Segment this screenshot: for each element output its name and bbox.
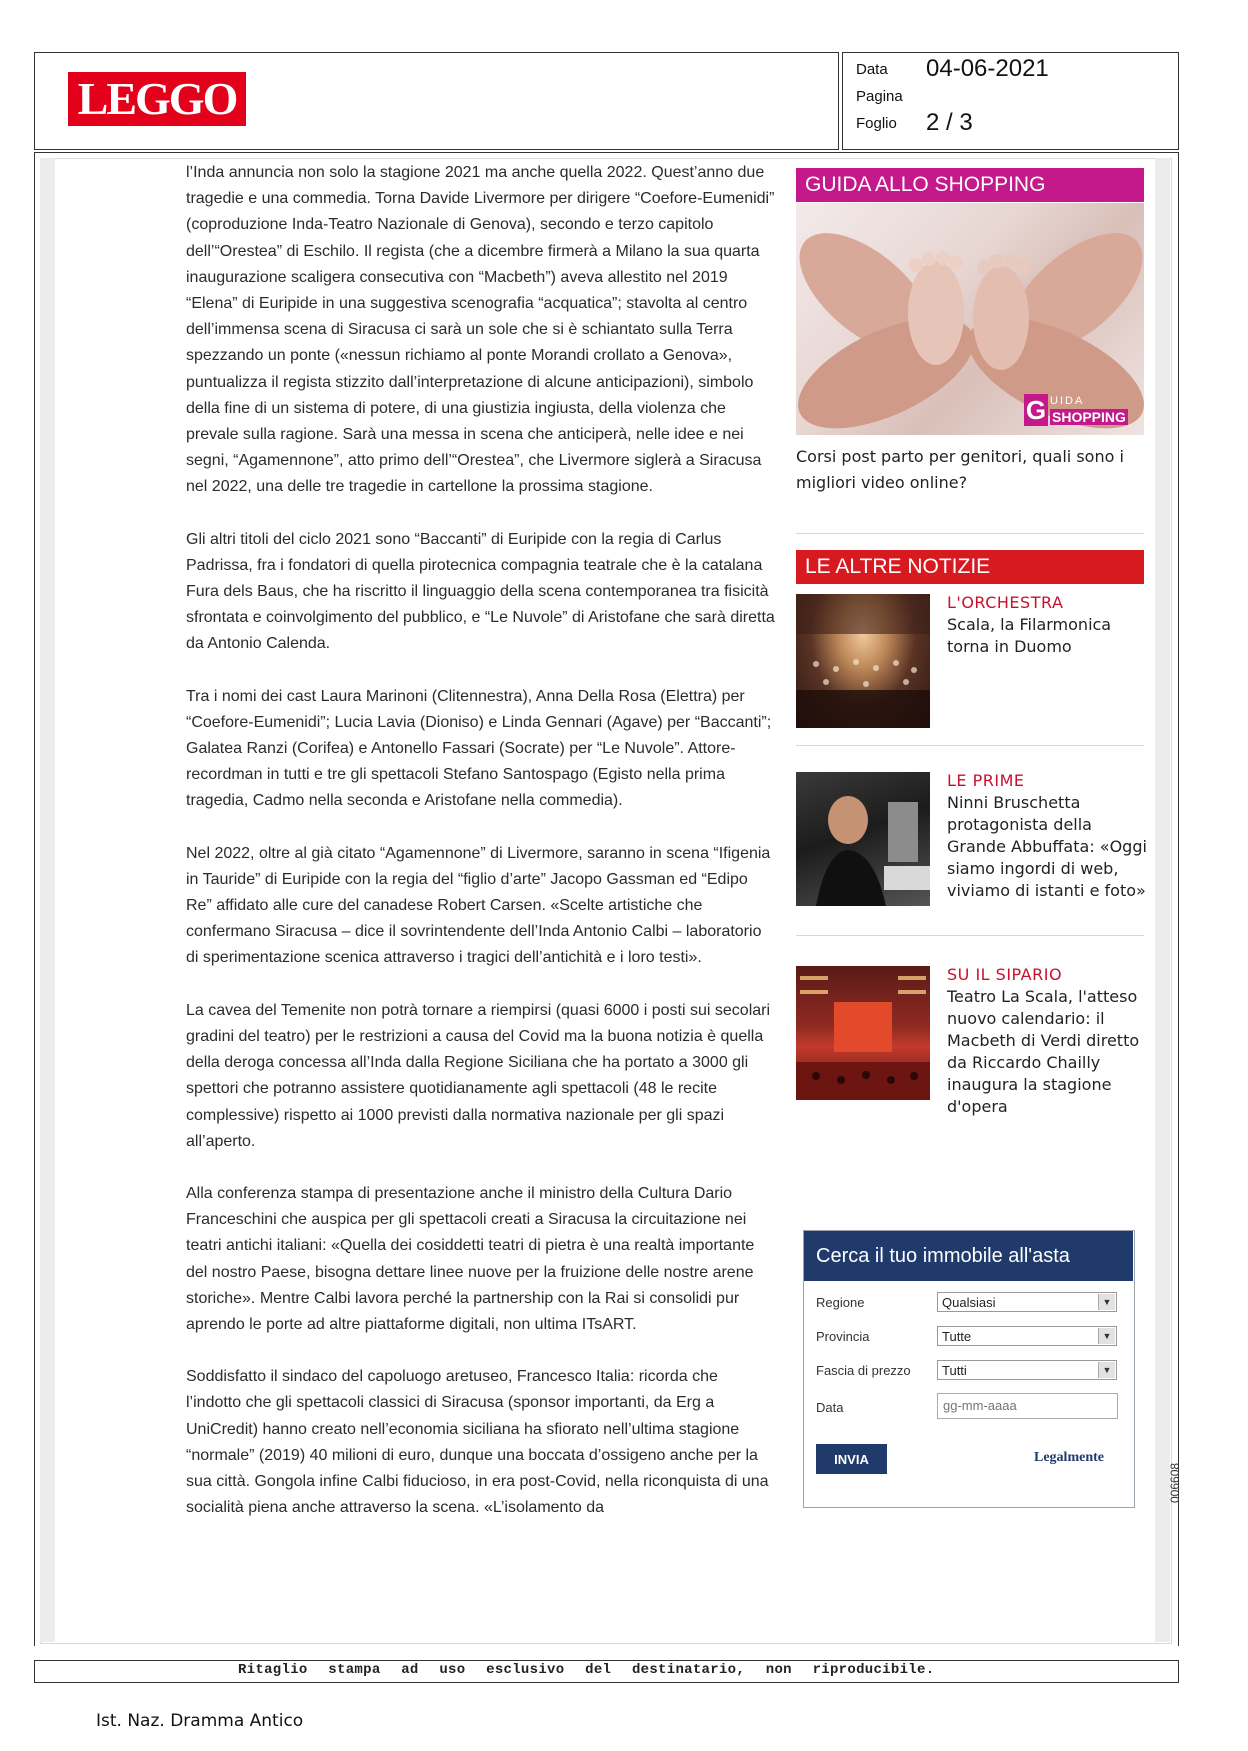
regione-select-value: Qualsiasi xyxy=(942,1295,996,1310)
page-label: Pagina xyxy=(856,88,903,105)
date-field-label: Data xyxy=(816,1400,844,1415)
chevron-down-icon: ▼ xyxy=(1098,1294,1115,1310)
regione-select[interactable] xyxy=(937,1292,1117,1312)
date-value: 04-06-2021 xyxy=(926,55,1049,82)
chevron-down-icon: ▼ xyxy=(1098,1328,1115,1344)
badge-guida: UIDA xyxy=(1050,395,1085,407)
divider xyxy=(796,745,1144,746)
bruschetta-thumbnail[interactable] xyxy=(796,772,930,906)
news-title-link[interactable]: Scala, la Filarmonica torna in Duomo xyxy=(947,615,1112,656)
price-range-select[interactable] xyxy=(937,1360,1117,1380)
news-title-link[interactable]: Ninni Bruschetta protagonista della Grande Abbuffata: «Oggi siamo ingordi di web, viviamo di istanti e foto» xyxy=(947,793,1147,900)
scala-thumbnail[interactable] xyxy=(796,966,930,1100)
auction-widget-title: Cerca il tuo immobile all'asta xyxy=(804,1231,1133,1281)
regione-label: Regione xyxy=(816,1295,865,1310)
article-paragraph: La cavea del Temenite non potrà tornare a riempirsi (quasi 6000 i posti sui secolari gradini del teatro) per le restrizioni a causa del Covid ma la buona notizia è quella della deroga concessa all’Inda dalla Regione Siciliana che ha portato a 3000 gli spettori che potranno assistere quotidianamente agli spettacoli (48 le recite complessive) rispetto ai 1000 previsti dalla normativa nazionale per gli spazi all’aperto. xyxy=(186,1001,771,1150)
article-paragraph: Gli altri titoli del ciclo 2021 sono “Baccanti” di Euripide con la regia di Carlus Padrissa, fra i fondatori di quella pirotecnica compagnia teatrale che è la catalana Fura dels Baus, che ha riscritto il linguaggio della scena contemporanea tra fisicità sfrontata e coinvolgimento del pubblico, e “Le Nuvole” di Aristofane che sarà diretta da Antonio Calenda. xyxy=(186,530,775,653)
shopping-heading: GUIDA ALLO SHOPPING xyxy=(796,168,1144,202)
date-input[interactable] xyxy=(937,1393,1118,1419)
provincia-label: Provincia xyxy=(816,1329,870,1344)
clipping-code: 006608 xyxy=(1168,1462,1182,1503)
legalmente-logo-text: Legalmente xyxy=(1034,1450,1104,1465)
chevron-down-icon: ▼ xyxy=(1098,1362,1115,1378)
article-paragraph: Tra i nomi dei cast Laura Marinoni (Clitennestra), Anna Della Rosa (Elettra) per “Coefore-Eumenidi”; Lucia Lavia (Dioniso) e Linda Gennari (Agave) per “Baccanti”; Galatea Ranzi (Corifea) e Antonello Fassari (Socrate) per “Le Nuvole”. Attore-recordman in tutti e tre gli spettacoli Stefano Santospago (Egisto nella prima tragedia, Cadmo nella seconda e Aristofane nella commedia). xyxy=(186,687,772,810)
article-body xyxy=(186,160,776,1547)
news-category: LE PRIME xyxy=(947,771,1025,790)
news-heading: LE ALTRE NOTIZIE xyxy=(796,550,1144,584)
date-label: Data xyxy=(856,61,888,78)
orchestra-thumbnail[interactable] xyxy=(796,594,930,728)
right-gutter xyxy=(1155,158,1170,1642)
orchestra-illustration xyxy=(796,594,930,728)
guida-shopping-badge xyxy=(1024,394,1136,426)
submit-button[interactable]: INVIA xyxy=(816,1444,887,1474)
news-category: L'ORCHESTRA xyxy=(947,593,1064,612)
badge-g: G xyxy=(1025,395,1047,425)
source-name: Ist. Naz. Dramma Antico xyxy=(96,1711,304,1731)
price-range-select-value: Tutti xyxy=(942,1363,967,1378)
sheet-value: 2 / 3 xyxy=(926,109,973,136)
theatre-illustration xyxy=(796,966,930,1100)
article-paragraph: l’Inda annuncia non solo la stagione 2021 ma anche quella 2022. Quest’anno due tragedie e una commedia. Torna Davide Livermore per dirigere “Coefore-Eumenidi” (coproduzione Inda-Teatro Nazionale di Genova), secondo e terzo capitolo dell’“Orestea” di Eschilo. Il regista (che a dicembre firmerà a Milano la sua quarta inaugurazione scaligera consecutiva con “Macbeth”) aveva allestito nel 2019 “Elena” di Euripide in una suggestiva scenografia “acquatica”; stavolta al centro dell’immensa scena di Siracusa ci sarà un sole che si è schiantato sulla Terra spezzando un ponte («nessun richiamo al ponte Morandi crollato a Genova», puntualizza il regista stizzito dall’interpretazione di alcune anticipazioni), simbolo della fine di un sistema di potere, di una giustizia ingiusta, della violenza che prevale sulla ragione. Sarà una messa in scena che anticiperà, nelle idee e nei segni, “Agamennone”, atto primo dell’“Orestea”, che Livermore siglerà a Siracusa nel 2022, una delle tre tragedie in cartellone la prossima stagione. xyxy=(186,164,775,496)
shopping-image[interactable] xyxy=(796,203,1144,435)
leggo-logo: LEGGO xyxy=(68,72,246,126)
article-paragraph: Soddisfatto il sindaco del capoluogo aretuseo, Francesco Italia: ricorda che l’indotto che gli spettacoli classici di Siracusa (sponsor importanti, da Erg a UniCredit) hanno creato nell’economia siciliana ha sfiorato nell’ultima stagione “normale” (2019) 40 milioni di euro, dunque una boccata d’ossigeno anche per la sua città. Gongola infine Calbi fiducioso, in era post-Covid, nella riconquista di una socialità piena anche attraverso la scena. «L’isolamento da xyxy=(186,1368,769,1517)
news-title-link[interactable]: Teatro La Scala, l'atteso nuovo calendario: il Macbeth di Verdi diretto da Riccardo Chailly inaugura la stagione d'opera xyxy=(947,987,1140,1116)
reproduction-notice: Ritaglio stampa ad uso esclusivo del destinatario, non riproducibile. xyxy=(238,1662,935,1678)
provincia-select[interactable] xyxy=(937,1326,1117,1346)
news-category: SU IL SIPARIO xyxy=(947,965,1063,984)
divider xyxy=(796,935,1144,936)
article-paragraph: Alla conferenza stampa di presentazione anche il ministro della Cultura Dario Franceschini che auspica per gli spettacoli creati a Siracusa la circuitazione nei teatri antichi italiani: «Quella dei cosiddetti teatri di pietra è una realtà importante del nostro Paese, bisogna dettare linee nuove per la fruizione delle nostre arene storiche». Mentre Calbi lavora perché la partnership con la Rai si consolidi pur aprendo le porte ad altre piattaforme digitali, non ultima ITsART. xyxy=(186,1184,755,1333)
legalmente-logo xyxy=(1034,1450,1124,1476)
price-range-label: Fascia di prezzo xyxy=(816,1363,911,1378)
actor-illustration xyxy=(796,772,930,906)
badge-shopping: SHOPPING xyxy=(1052,409,1126,425)
article-paragraph: Nel 2022, oltre al già citato “Agamennone” di Livermore, saranno in scena “Ifigenia in Tauride” di Euripide con la regia del “figlio d’arte” Jacopo Gassman ed “Edipo Re” affidato alle cure del canadese Robert Carsen. «Scelte artistiche che confermano Siracusa – dice il sovrintendente dell’Inda Antonio Calbi – laboratorio di sperimentazione scenica attraverso i tragici dell’antichità e i loro testi». xyxy=(186,844,771,967)
sheet-label: Foglio xyxy=(856,115,897,132)
provincia-select-value: Tutte xyxy=(942,1329,972,1344)
shopping-caption-link[interactable]: Corsi post parto per genitori, quali sono i migliori video online? xyxy=(796,447,1124,492)
divider xyxy=(796,533,1144,534)
left-gutter xyxy=(40,158,55,1642)
